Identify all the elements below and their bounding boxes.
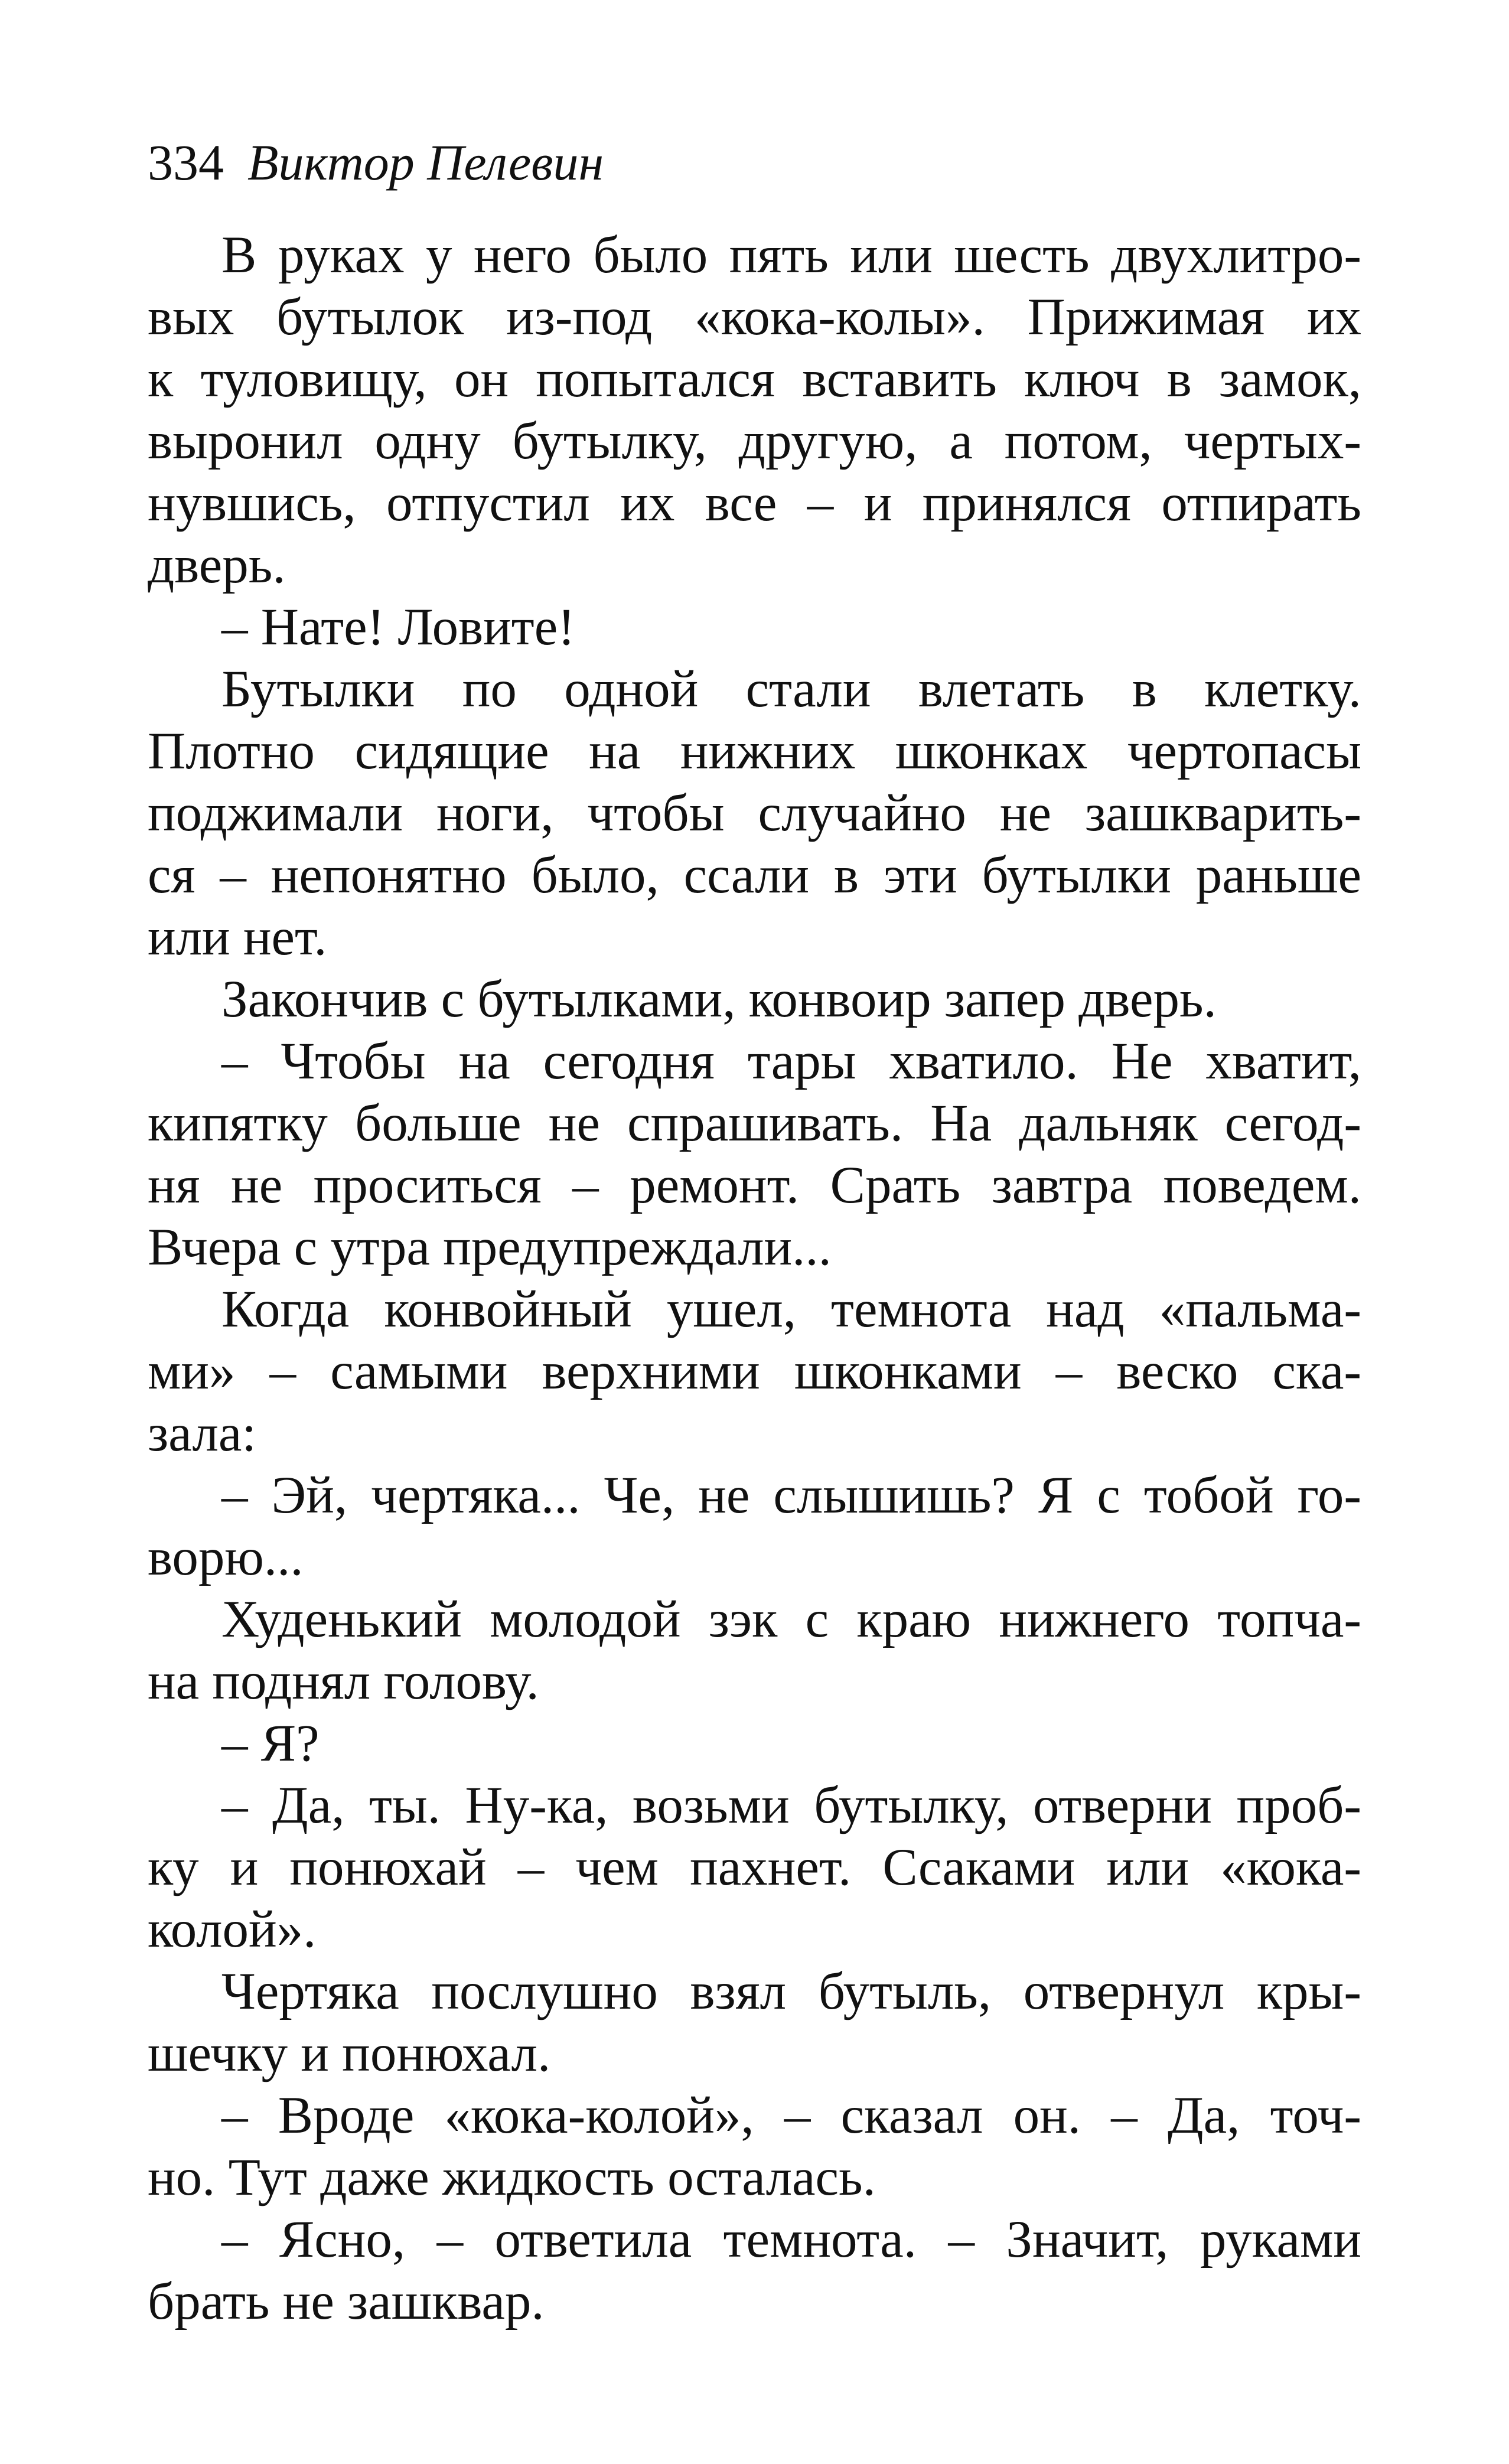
text-line: брать не зашквар. [148,2273,545,2331]
text-line: – Эй, чертяка... Че, не слышишь? Я с тобой го- [221,1466,1361,1524]
text-line: – Чтобы на сегодня тары хватило. Не хватит, [221,1032,1361,1090]
text-line: – Нате! Ловите! [221,598,575,656]
page-number: 334 [148,134,224,191]
text-line: дверь. [148,536,286,594]
body-text [148,224,1361,2333]
text-line: Худенький молодой зэк с краю нижнего топча- [221,1590,1361,1648]
text-line: ворю... [148,1528,304,1586]
text-line: кипятку больше не спрашивать. На дальняк сегод- [148,1094,1361,1152]
text-line: поджимали ноги, чтобы случайно не зашкварить- [148,784,1361,842]
book-page [148,0,1361,2464]
text-line: выронил одну бутылку, другую, а потом, чертых- [148,412,1361,470]
text-line: – Да, ты. Ну-ка, возьми бутылку, отверни проб- [221,1777,1361,1834]
text-line: ся – непонятно было, ссали в эти бутылки раньше [148,846,1361,904]
text-line: Когда конвойный ушел, темнота над «пальма- [221,1280,1361,1338]
text-line: – Я? [221,1715,320,1772]
text-line: зала: [148,1404,257,1462]
text-line: Плотно сидящие на нижних шконках чертопасы [148,722,1361,780]
text-line: В руках у него было пять или шесть двухлитро- [221,226,1361,284]
text-line: Чертяка послушно взял бутыль, отвернул кры- [221,1963,1361,2020]
text-line: шечку и понюхал. [148,2025,551,2082]
text-line: Вчера с утра предупреждали... [148,1218,832,1276]
running-head-author: Виктор Пелевин [247,134,604,191]
text-line: на поднял голову. [148,1653,539,1710]
text-line: ку и понюхай – чем пахнет. Ссаками или «кока- [148,1839,1361,1896]
text-line: к туловищу, он попытался вставить ключ в замок, [148,350,1361,408]
text-line: – Ясно, – ответила темнота. – Значит, руками [221,2211,1361,2269]
text-line: ми» – самыми верхними шконками – веско ска- [148,1342,1361,1400]
text-line: ня не проситься – ремонт. Срать завтра поведем. [148,1156,1361,1214]
text-line: но. Тут даже жидкость осталась. [148,2149,876,2206]
text-line: вых бутылок из-под «кока-колы». Прижимая их [148,288,1361,346]
text-line: колой». [148,1901,317,1958]
text-line: или нет. [148,908,327,966]
text-line: Бутылки по одной стали влетать в клетку. [221,660,1361,718]
text-line: нувшись, отпустил их все – и принялся отпирать [148,474,1361,532]
running-head [148,124,604,201]
text-line: Закончив с бутылками, конвоир запер дверь. [221,970,1217,1028]
text-line: – Вроде «кока-колой», – сказал он. – Да, точ- [221,2087,1361,2144]
